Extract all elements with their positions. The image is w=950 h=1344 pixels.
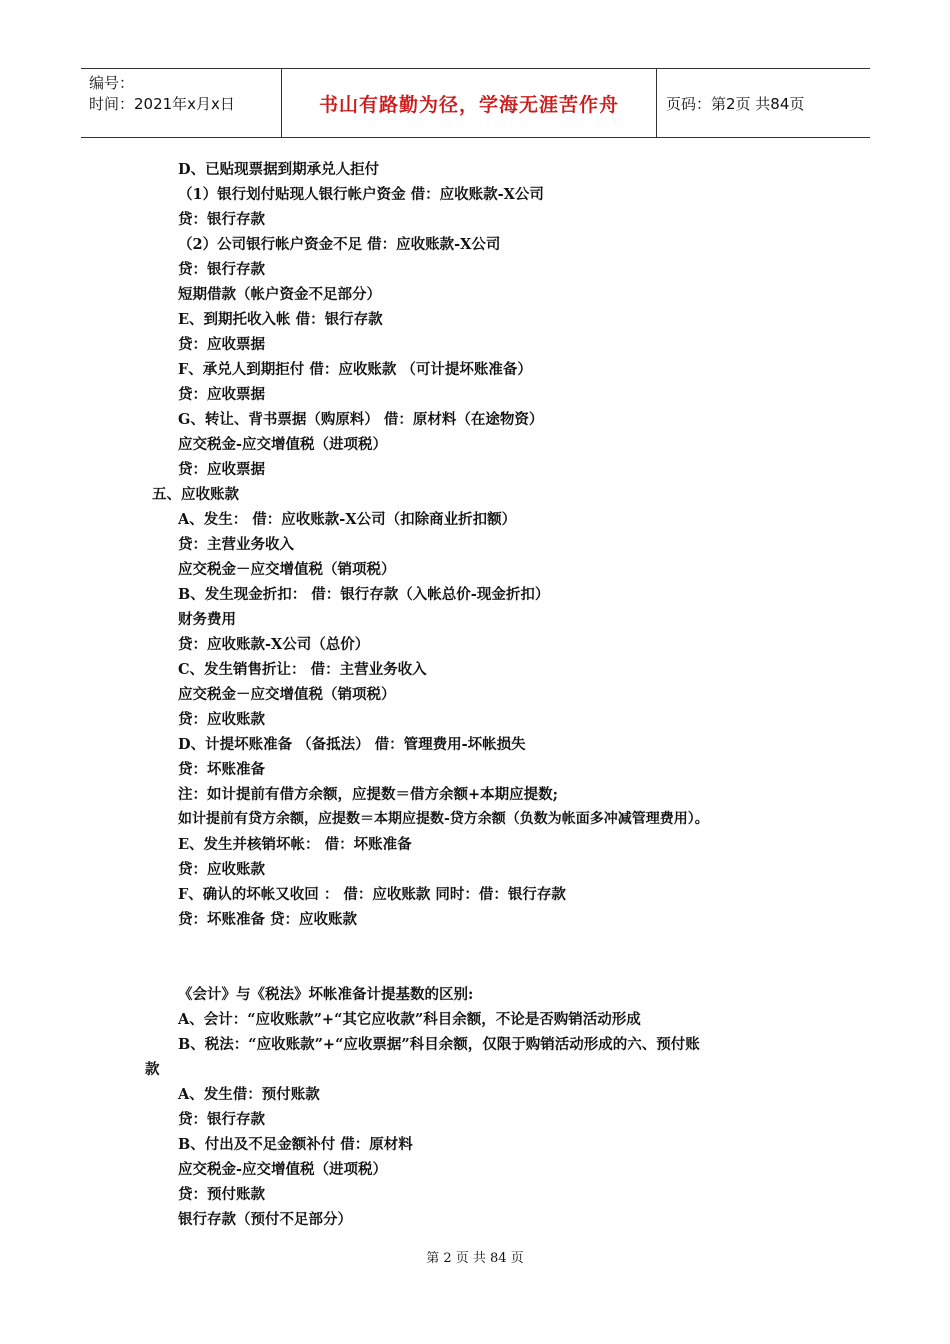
text-line: 贷：应收账款 bbox=[178, 861, 265, 878]
text-line: 贷：预付账款 bbox=[178, 1186, 265, 1203]
text-line: E、到期托收入帐 借：银行存款 bbox=[178, 311, 383, 328]
document-number-label: 编号： bbox=[89, 74, 135, 92]
text-line: B、付出及不足金额补付 借：原材料 bbox=[178, 1136, 413, 1153]
text-line: （2）公司银行帐户资金不足 借：应收账款-X公司 bbox=[178, 236, 501, 253]
text-line: D、已贴现票据到期承兑人拒付 bbox=[178, 161, 380, 178]
text-line: F、承兑人到期拒付 借：应收账款 （可计提坏账准备） bbox=[178, 361, 532, 378]
text-line: B、发生现金折扣： 借：银行存款（入帐总价-现金折扣） bbox=[178, 586, 550, 603]
text-line: A、会计：“应收账款”+“其它应收款”科目余额，不论是否购销活动形成 bbox=[178, 1011, 641, 1028]
text-line: 贷：应收账款-X公司（总价） bbox=[178, 636, 370, 653]
header-meta bbox=[81, 69, 282, 137]
text-line: 贷：银行存款 bbox=[178, 1111, 265, 1128]
text-line: 《会计》与《税法》坏帐准备计提基数的区别: bbox=[178, 986, 474, 1003]
text-line: D、计提坏账准备 （备抵法） 借：管理费用-坏帐损失 bbox=[178, 736, 526, 753]
text-line: 应交税金-应交增值税（进项税） bbox=[178, 436, 388, 453]
text-line: 贷：应收账款 bbox=[178, 711, 265, 728]
text-line: G、转让、背书票据（购原料） 借：原材料（在途物资） bbox=[178, 411, 544, 428]
text-line: E、发生并核销坏帐： 借：坏账准备 bbox=[178, 836, 412, 853]
header-page-info: 页码：第2页 共84页 bbox=[666, 94, 805, 113]
document-date-label: 时间：2021年x月x日 bbox=[89, 95, 235, 113]
text-line: 贷：坏账准备 贷：应收账款 bbox=[178, 911, 358, 928]
text-line: 贷：应收票据 bbox=[178, 386, 265, 403]
text-line: 贷：银行存款 bbox=[178, 261, 265, 278]
text-line: A、发生借：预付账款 bbox=[178, 1086, 320, 1103]
text-line: 贷：应收票据 bbox=[178, 336, 265, 353]
text-line: 贷：银行存款 bbox=[178, 211, 265, 228]
text-line: A、发生： 借：应收账款-X公司（扣除商业折扣额） bbox=[178, 511, 517, 528]
text-line: 款 bbox=[145, 1061, 160, 1078]
document-header bbox=[81, 68, 870, 138]
text-line: 如计提前有贷方余额，应提数＝本期应提数-贷方余额（负数为帐面多冲减管理费用）。 bbox=[178, 811, 709, 827]
page-footer: 第 2 页 共 84 页 bbox=[426, 1251, 524, 1266]
section-heading: 五、应收账款 bbox=[152, 486, 239, 503]
text-line: 贷：坏账准备 bbox=[178, 761, 265, 778]
text-line: 注：如计提前有借方余额，应提数＝借方余额+本期应提数; bbox=[178, 786, 558, 803]
text-line: B、税法：“应收账款”+“应收票据”科目余额，仅限于购销活动形成的六、预付账 bbox=[178, 1036, 700, 1053]
text-line: （1）银行划付贴现人银行帐户资金 借：应收账款-X公司 bbox=[178, 186, 544, 203]
text-line: 应交税金－应交增值税（销项税） bbox=[178, 561, 396, 578]
text-line: 应交税金－应交增值税（销项税） bbox=[178, 686, 396, 703]
text-line: 短期借款（帐户资金不足部分） bbox=[178, 286, 381, 303]
text-line: 银行存款（预付不足部分） bbox=[178, 1211, 352, 1228]
text-line: 贷：主营业务收入 bbox=[178, 536, 294, 553]
text-line: C、发生销售折让： 借：主营业务收入 bbox=[178, 661, 427, 678]
header-motto: 书山有路勤为径，学海无涯苦作舟 bbox=[282, 69, 657, 137]
text-line: F、确认的坏帐又收回 ： 借：应收账款 同时：借：银行存款 bbox=[178, 886, 566, 903]
text-line: 财务费用 bbox=[178, 611, 236, 628]
text-line: 贷：应收票据 bbox=[178, 461, 265, 478]
text-line: 应交税金-应交增值税（进项税） bbox=[178, 1161, 388, 1178]
